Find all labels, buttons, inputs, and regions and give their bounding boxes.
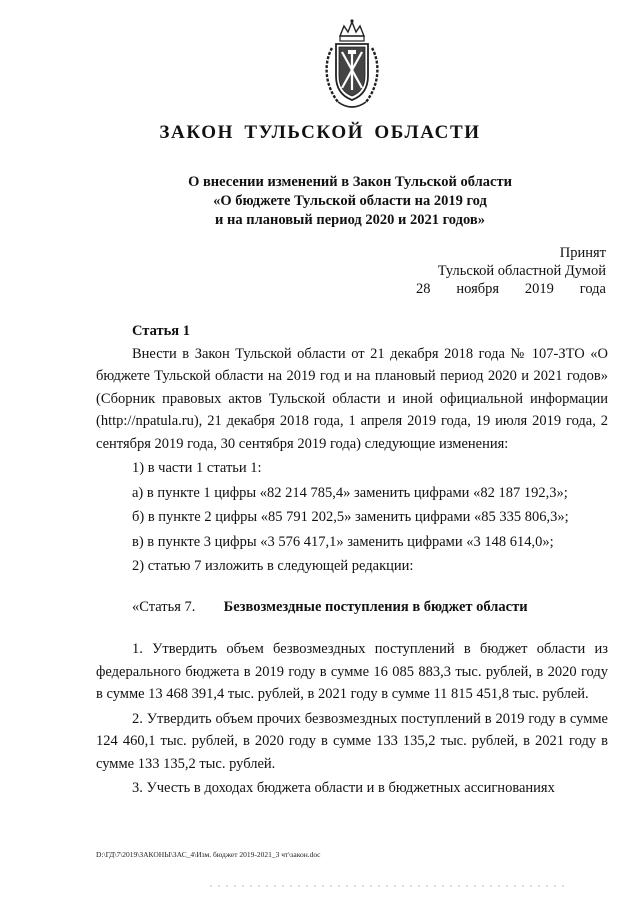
adopted-label: Принят xyxy=(559,245,606,261)
list-item: 1) в части 1 статьи 1: xyxy=(132,460,262,476)
adoption-month: ноября xyxy=(456,281,500,297)
adoption-year-word: года xyxy=(579,281,606,297)
subtitle-line: и на плановый период 2020 и 2021 годов» xyxy=(215,212,485,228)
scan-artifact xyxy=(210,884,570,888)
adoption-year: 2019 xyxy=(524,281,554,297)
article-7-heading xyxy=(96,596,608,619)
adoption-block xyxy=(416,244,606,298)
list-item: б) в пункте 2 цифры «85 791 202,5» заменить цифрами «85 335 806,3»; xyxy=(132,509,569,525)
subtitle-line: «О бюджете Тульской области на 2019 год xyxy=(213,193,487,209)
law-body xyxy=(96,320,608,800)
list-item: 2) статью 7 изложить в следующей редакции: xyxy=(132,558,414,574)
article-7-name: Безвозмездные поступления в бюджет области xyxy=(223,598,528,615)
article-7-paragraph: 1. Утвердить объем безвозмездных поступлений в бюджет области из федерального бюджета в 2019 году в сумме 16 085 883,3 тыс. рублей, в 2020 году в сумме 13 468 391,4 тыс. рублей, в 2021 году в сумме 11 815 451,8 тыс. рублей. xyxy=(96,641,608,702)
law-title: ЗАКОН ТУЛЬСКОЙ ОБЛАСТИ xyxy=(159,122,481,143)
subtitle-line: О внесении изменений в Закон Тульской области xyxy=(188,174,512,190)
article-7-paragraph: 3. Учесть в доходах бюджета области и в бюджетных ассигнованиях xyxy=(132,780,555,796)
file-path-footer: D:\ГД\7\2019\ЗАКОНЫ\ЗАС_4\Изм. бюджет 2019-2021_3 чт\закон.doc xyxy=(96,850,321,859)
article-1-intro: Внести в Закон Тульской области от 21 декабря 2018 года № 107-ЗТО «О бюджете Тульской области на 2019 год и на плановый период 2020 и 2021 годов» (Сборник правовых актов Тульской области и иной официальной информации (http://npatula.ru), 21 декабря 2018 года, 1 апреля 2019 года, 19 июля 2019 года, 2 сентября 2019 года, 30 сентября 2019 года) следующие изменения: xyxy=(96,345,608,452)
article-7-paragraph: 2. Утвердить объем прочих безвозмездных поступлений в 2019 году в сумме 124 460,1 тыс. рублей, в 2020 году в сумме 133 135,2 тыс. рублей, в 2021 году в сумме 133 135,2 тыс. рублей. xyxy=(96,710,608,772)
article-7-label: «Статья 7. xyxy=(132,598,196,615)
list-item: в) в пункте 3 цифры «3 576 417,1» заменить цифрами «3 148 614,0»; xyxy=(132,533,554,550)
tula-coat-of-arms-icon xyxy=(318,18,386,114)
adopted-by: Тульской областной Думой xyxy=(437,263,606,279)
article-1-heading: Статья 1 xyxy=(132,323,190,339)
adoption-day: 28 xyxy=(416,281,431,297)
list-item: а) в пункте 1 цифры «82 214 785,4» заменить цифрами «82 187 192,3»; xyxy=(132,484,568,501)
law-subtitle xyxy=(110,173,590,230)
adoption-date xyxy=(416,280,606,298)
